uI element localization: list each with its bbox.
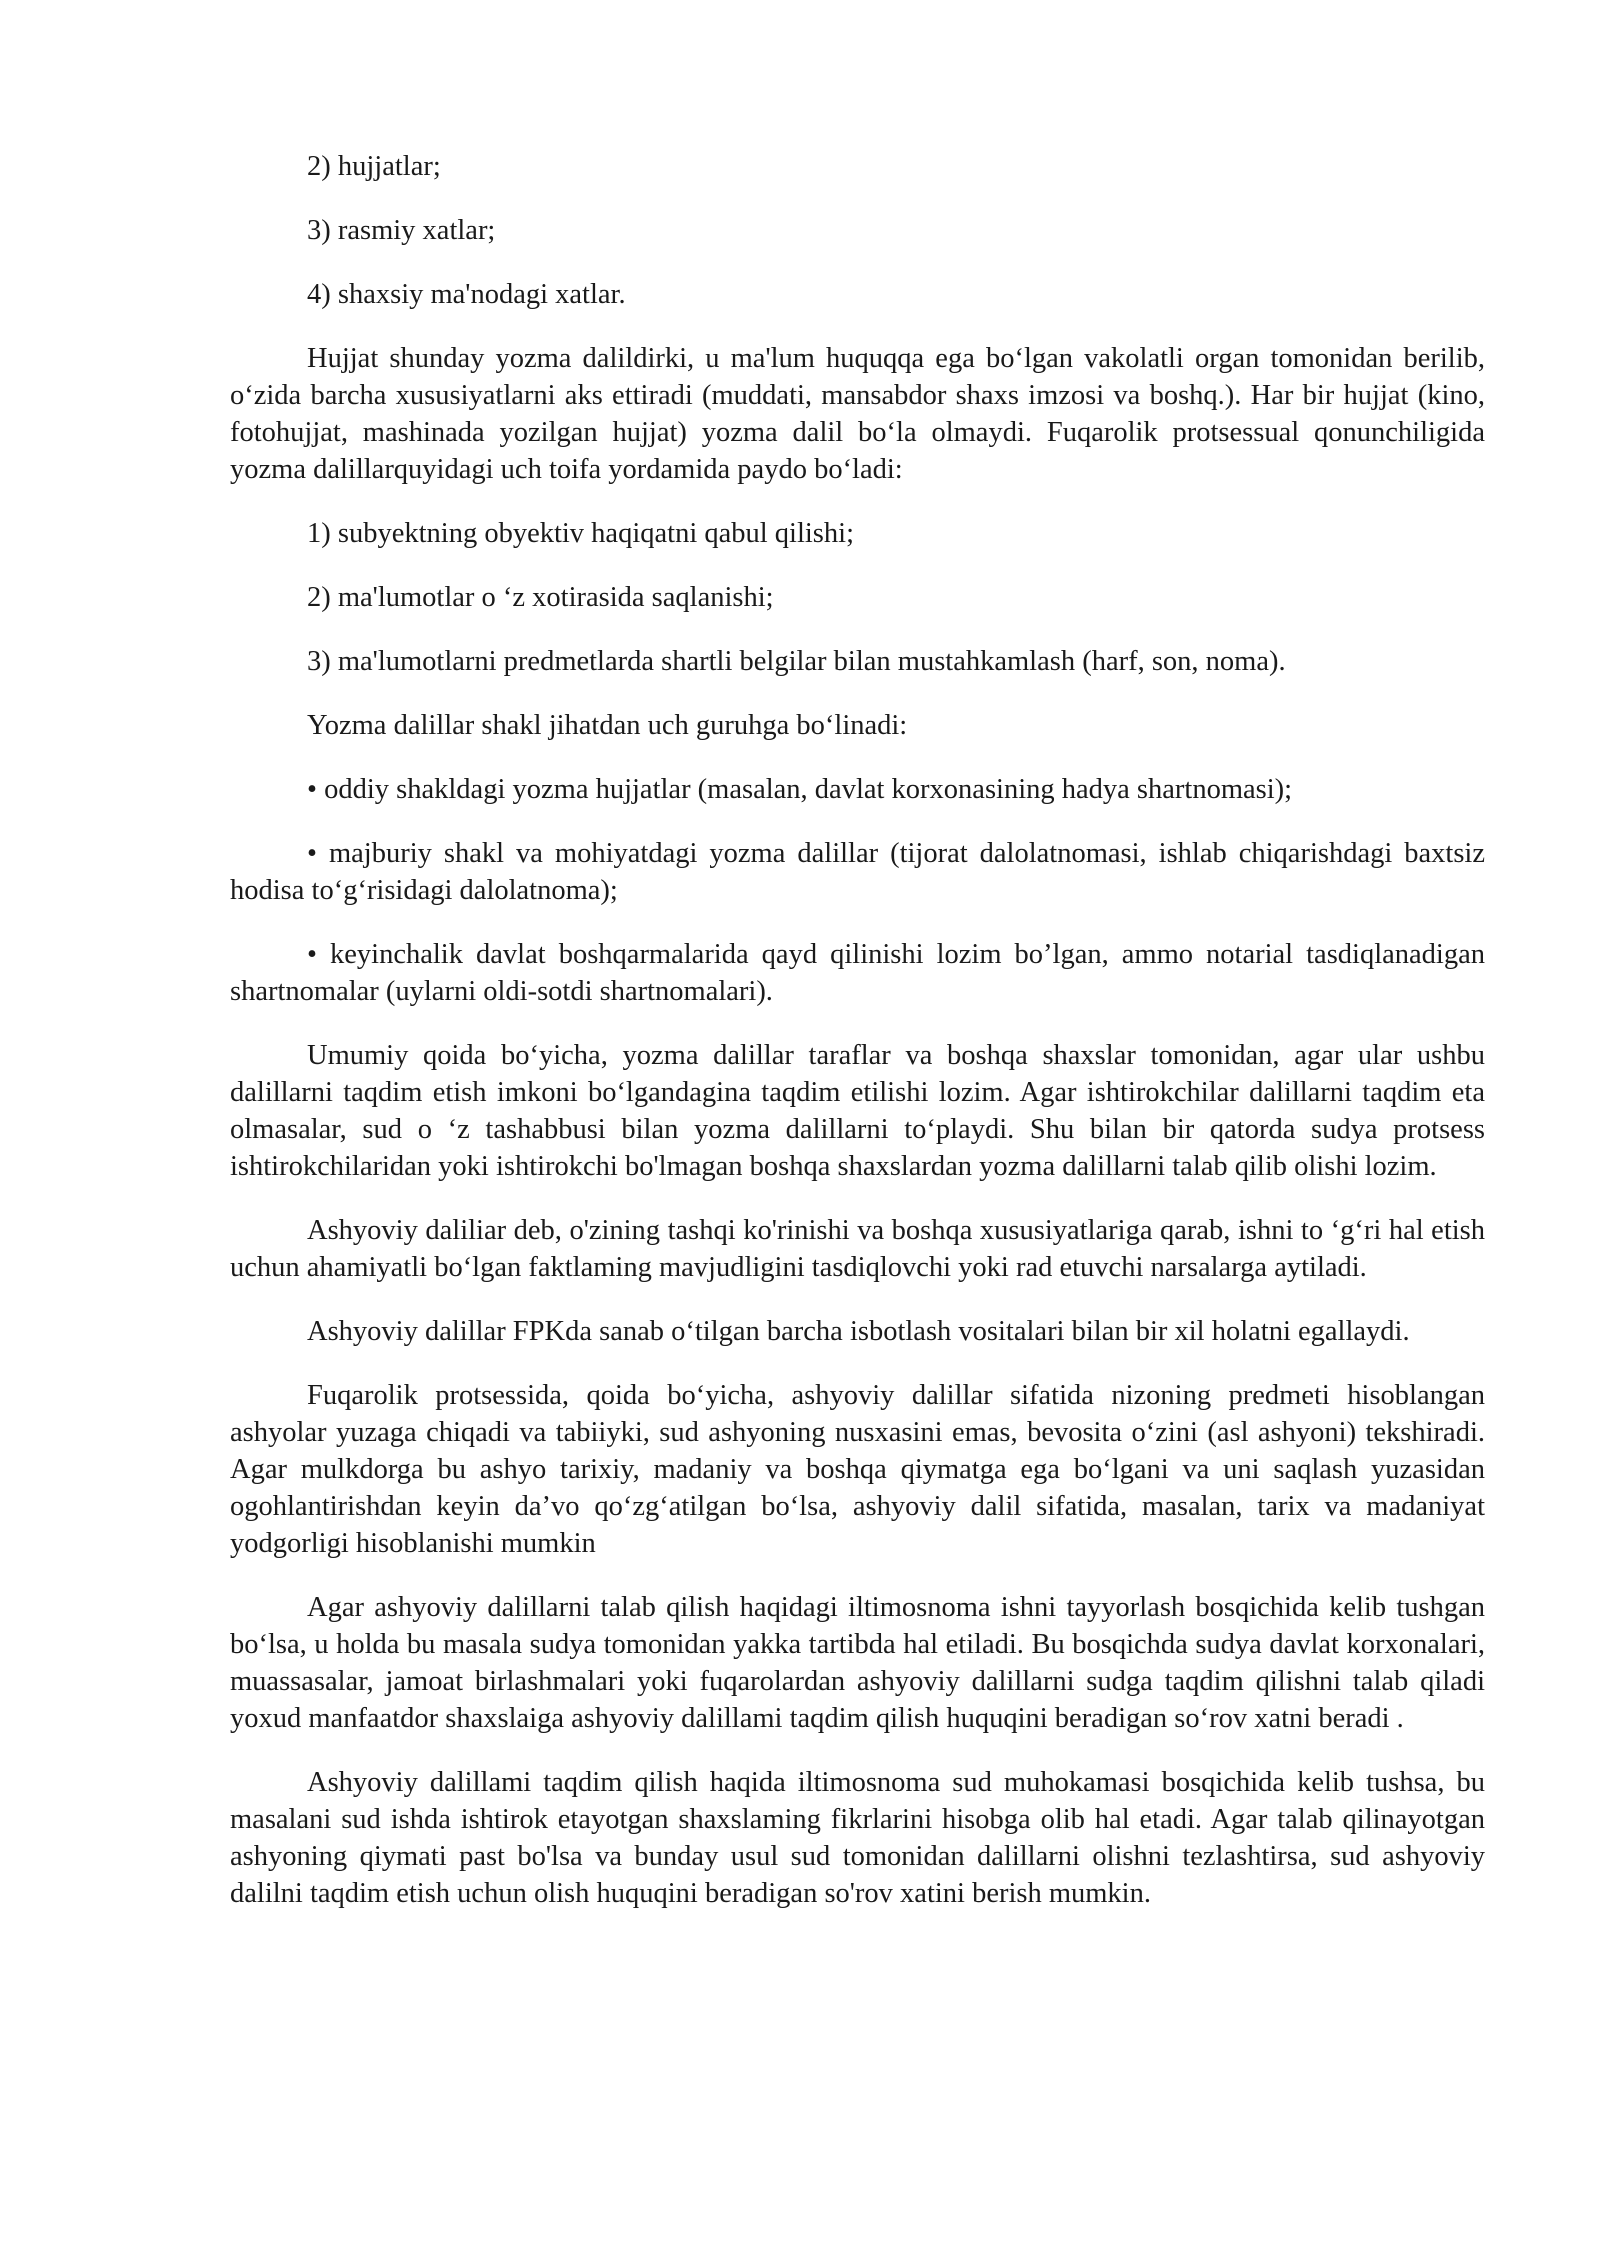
list-item: 3) rasmiy xatlar; [307, 215, 496, 246]
paragraph: Umumiy qoida bo‘yicha, yozma dalillar taraflar va boshqa shaxslar tomonidan, agar ular ushbu dalillarni taqdim etish imkoni bo‘lgandagina taqdim etilishi lozim. Agar ishtirokchilar dalillarni taqdim eta olmasalar, sud o ‘z tashabbusi bilan yozma dalillarni to‘playdi. Shu bilan bir qatorda sudya protsess ishtirokchilaridan yoki ishtirokchi bo'lmagan boshqa shaxslardan yozma dalillarni talab qilib olishi lozim. [230, 1040, 1485, 1182]
paragraph: Agar ashyoviy dalillarni talab qilish haqidagi iltimosnoma ishni tayyorlash bosqichida kelib tushgan bo‘lsa, u holda bu masala sudya tomonidan yakka tartibda hal etiladi. Bu bosqichda sudya davlat korxonalari, muassasalar, jamoat birlashmalari yoki fuqarolardan ashyoviy dalillarni sudga taqdim qilishni talab qiladi yoxud manfaatdor shaxslaiga ashyoviy dalillami taqdim qilish huquqini beradigan so‘rov xatni beradi . [230, 1592, 1485, 1734]
paragraph: Ashyoviy dalillar FPKda sanab o‘tilgan barcha isbotlash vositalari bilan bir xil holatni egallaydi. [307, 1316, 1410, 1347]
list-heading: Yozma dalillar shakl jihatdan uch guruhga bo‘linadi: [307, 710, 908, 741]
list-item: 3) ma'lumotlarni predmetlarda shartli belgilar bilan mustahkamlash (harf, son, noma). [307, 646, 1286, 677]
paragraph: Ashyoviy dalillami taqdim qilish haqida iltimosnoma sud muhokamasi bosqichida kelib tushsa, bu masalani sud ishda ishtirok etayotgan shaxslaming fikrlarini hisobga olib hal etadi. Agar talab qilinayotgan ashyoning qiymati past bo'lsa va bunday usul sud tomonidan dalillarni olishni tezlashtirsa, sud ashyoviy dalilni taqdim etish uchun olish huquqini beradigan so'rov xatini berish mumkin. [230, 1767, 1485, 1909]
list-item: 2) hujjatlar; [307, 151, 441, 182]
paragraph: Ashyoviy daliliar deb, o'zining tashqi ko'rinishi va boshqa xususiyatlariga qarab, ishni to ‘g‘ri hal etish uchun ahamiyatli bo‘lgan faktlaming mavjudligini tasdiqlovchi yoki rad etuvchi narsalarga aytiladi. [230, 1215, 1485, 1283]
document-page [230, 148, 1485, 1939]
list-item: 1) subyektning obyektiv haqiqatni qabul qilishi; [307, 518, 854, 549]
list-item: 2) ma'lumotlar o ‘z xotirasida saqlanishi; [307, 582, 774, 613]
list-item: 4) shaxsiy ma'nodagi xatlar. [307, 279, 626, 310]
bullet-item: • majburiy shakl va mohiyatdagi yozma dalillar (tijorat dalolatnomasi, ishlab chiqarishdagi baxtsiz hodisa to‘g‘risidagi dalolatnoma); [230, 838, 1485, 906]
paragraph: Hujjat shunday yozma dalildirki, u ma'lum huquqqa ega bo‘lgan vakolatli organ tomonidan berilib, o‘zida barcha xususiyatlarni aks ettiradi (muddati, mansabdor shaxs imzosi va boshq.). Har bir hujjat (kino, fotohujjat, mashinada yozilgan hujjat) yozma dalil bo‘la olmaydi. Fuqarolik protsessual qonunchiligida yozma dalillarquyidagi uch toifa yordamida paydo bo‘ladi: [230, 343, 1485, 485]
paragraph: Fuqarolik protsessida, qoida bo‘yicha, ashyoviy dalillar sifatida nizoning predmeti hisoblangan ashyolar yuzaga chiqadi va tabiiyki, sud ashyoning nusxasini emas, bevosita o‘zini (asl ashyoni) tekshiradi. Agar mulkdorga bu ashyo tarixiy, madaniy va boshqa qiymatga ega bo‘lgani va uni saqlash yuzasidan ogohlantirishdan keyin da’vo qo‘zg‘atilgan bo‘lsa, ashyoviy dalil sifatida, masalan, tarix va madaniyat yodgorligi hisoblanishi mumkin [230, 1380, 1485, 1559]
bullet-item: • keyinchalik davlat boshqarmalarida qayd qilinishi lozim bo’lgan, ammo notarial tasdiqlanadigan shartnomalar (uylarni oldi-sotdi shartnomalari). [230, 939, 1485, 1007]
bullet-item: • oddiy shakldagi yozma hujjatlar (masalan, davlat korxonasining hadya shartnomasi); [307, 774, 1293, 805]
